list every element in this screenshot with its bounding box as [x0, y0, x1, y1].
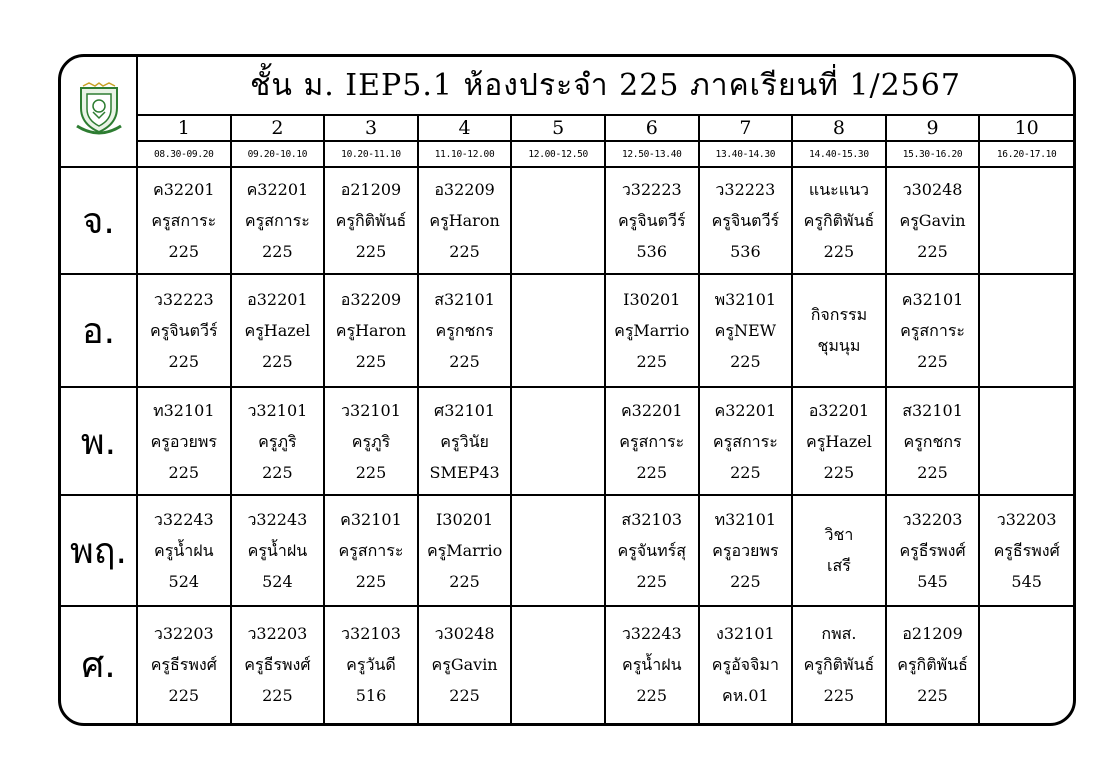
slot-room: 225	[449, 686, 480, 706]
slot-code: ค32101	[901, 289, 964, 309]
slot-room: 225	[168, 686, 200, 706]
slot-code: ว32203	[902, 509, 963, 529]
class-slot	[418, 274, 512, 387]
slot-room: 225	[730, 462, 761, 482]
timetable-sheet	[58, 54, 1076, 726]
slot-room: 225	[355, 241, 387, 261]
class-slot	[324, 274, 418, 387]
slot-teacher: ครูHaron	[429, 210, 500, 230]
slot-teacher: ครูธีรพงศ์	[150, 655, 217, 675]
period-number: 1	[137, 115, 231, 141]
class-slot	[231, 274, 325, 387]
day-label: พฤ.	[61, 495, 137, 605]
day-row	[61, 274, 1073, 387]
slot-room: 225	[636, 462, 668, 482]
period-time: 15.30-16.20	[886, 141, 980, 167]
class-slot	[605, 495, 699, 605]
class-slot	[418, 167, 512, 273]
day-row	[61, 387, 1073, 495]
class-slot	[324, 495, 418, 605]
slot-room: 225	[262, 686, 293, 706]
class-slot	[886, 387, 980, 495]
class-slot	[699, 495, 793, 605]
class-slot	[979, 606, 1073, 723]
period-number: 9	[886, 115, 980, 141]
slot-code: อ32209	[434, 179, 495, 199]
slot-teacher: เสรี	[827, 556, 851, 576]
slot-room: 225	[449, 351, 480, 371]
slot-teacher: ครูสการะ	[619, 431, 685, 451]
slot-teacher: ครูNEW	[714, 320, 777, 340]
slot-room: 545	[1011, 571, 1042, 591]
class-slot	[511, 606, 605, 723]
slot-teacher: ครูอวยพร	[712, 540, 779, 560]
slot-teacher: ครูจินตวีร์	[150, 320, 218, 340]
period-time: 12.50-13.40	[605, 141, 699, 167]
slot-code: กิจกรรม	[810, 305, 868, 325]
slot-code: I30201	[435, 509, 494, 529]
slot-room: 524	[262, 571, 293, 591]
class-slot	[231, 495, 325, 605]
class-slot	[137, 167, 231, 273]
period-time: 08.30-09.20	[137, 141, 231, 167]
slot-teacher: ครูสการะ	[900, 320, 965, 340]
slot-teacher: ครูกชกร	[903, 431, 962, 451]
class-slot	[137, 495, 231, 605]
slot-room: 225	[823, 462, 855, 482]
period-time: 14.40-15.30	[792, 141, 886, 167]
slot-teacher: ครูอัจจิมา	[711, 655, 779, 675]
class-slot	[324, 387, 418, 495]
slot-room: 225	[917, 241, 948, 261]
slot-code: ว30248	[902, 179, 963, 199]
class-slot	[418, 606, 512, 723]
slot-room: 225	[262, 241, 293, 261]
slot-room: 545	[917, 571, 948, 591]
day-label: จ.	[61, 167, 137, 273]
slot-code: ว32203	[153, 624, 214, 644]
slot-code: ท32101	[714, 509, 777, 529]
class-slot	[699, 274, 793, 387]
slot-code: พ32101	[714, 289, 777, 309]
class-slot	[324, 606, 418, 723]
slot-teacher: ครูธีรพงศ์	[899, 540, 966, 560]
class-slot	[511, 495, 605, 605]
slot-code: I30201	[623, 289, 681, 309]
class-slot	[699, 387, 793, 495]
slot-room: 225	[168, 241, 200, 261]
class-slot	[231, 606, 325, 723]
slot-room: 225	[730, 571, 761, 591]
slot-room: 536	[636, 241, 668, 261]
slot-code: ศ32101	[434, 400, 496, 420]
slot-teacher: ครูน้ำฝน	[622, 655, 682, 675]
period-time: 09.20-10.10	[231, 141, 325, 167]
timetable	[61, 57, 1073, 723]
slot-room: 225	[917, 351, 948, 371]
slot-code: อ32209	[340, 289, 402, 309]
slot-code: อ21209	[340, 179, 402, 199]
slot-teacher: ครูสการะ	[244, 210, 310, 230]
slot-room: 225	[262, 462, 293, 482]
period-time: 12.00-12.50	[511, 141, 605, 167]
slot-room: 225	[730, 351, 761, 371]
slot-teacher: ครูน้ำฝน	[247, 540, 308, 560]
slot-room: 225	[168, 462, 200, 482]
period-number: 5	[511, 115, 605, 141]
slot-room: 225	[355, 351, 387, 371]
slot-teacher: ครูวันดี	[346, 655, 396, 675]
class-slot	[699, 606, 793, 723]
class-slot	[418, 387, 512, 495]
period-number: 7	[699, 115, 793, 141]
period-number: 3	[324, 115, 418, 141]
slot-teacher: ครูสการะ	[712, 431, 778, 451]
slot-teacher: ครูGavin	[431, 655, 498, 675]
slot-code: ว32223	[153, 289, 214, 309]
slot-room: คห.01	[722, 686, 769, 706]
slot-room: 225	[636, 571, 668, 591]
slot-teacher: ชุมนุม	[817, 336, 861, 356]
period-number: 10	[979, 115, 1073, 141]
slot-room: 225	[355, 462, 387, 482]
slot-room: 225	[168, 351, 200, 371]
class-slot	[886, 274, 980, 387]
slot-teacher: ครูจินตวีร์	[617, 210, 686, 230]
slot-code: ว30248	[434, 624, 495, 644]
class-slot	[418, 495, 512, 605]
slot-teacher: ครูHazel	[244, 320, 311, 340]
slot-teacher: ครูอวยพร	[150, 431, 217, 451]
class-slot	[979, 274, 1073, 387]
day-label: ศ.	[61, 606, 137, 723]
class-slot	[886, 495, 980, 605]
class-slot	[979, 495, 1073, 605]
slot-code: ส32103	[621, 509, 683, 529]
slot-code: อ32201	[247, 289, 308, 309]
slot-code: ว32243	[621, 624, 682, 644]
period-time: 10.20-11.10	[324, 141, 418, 167]
period-time: 13.40-14.30	[699, 141, 793, 167]
slot-code: ว32243	[153, 509, 214, 529]
slot-room: 225	[449, 241, 480, 261]
day-label: อ.	[61, 274, 137, 387]
slot-code: ว32101	[341, 400, 401, 420]
period-number: 6	[605, 115, 699, 141]
slot-code: ว32223	[715, 179, 776, 199]
slot-code: อ21209	[902, 624, 963, 644]
period-number: 4	[418, 115, 512, 141]
class-slot	[511, 274, 605, 387]
class-slot	[792, 387, 886, 495]
slot-teacher: ครูธีรพงศ์	[993, 540, 1060, 560]
slot-code: วิชา	[824, 525, 854, 545]
slot-teacher: ครูกิติพันธ์	[335, 210, 407, 230]
slot-code: ค32201	[620, 400, 683, 420]
class-slot	[792, 606, 886, 723]
slot-teacher: ครูธีรพงศ์	[244, 655, 311, 675]
slot-code: ง32101	[716, 624, 775, 644]
class-slot	[886, 167, 980, 273]
slot-teacher: ครูMarrio	[614, 320, 690, 340]
class-slot	[605, 387, 699, 495]
slot-code: ว32223	[621, 179, 682, 199]
slot-teacher: ครูภูริ	[351, 431, 391, 451]
class-slot	[886, 606, 980, 723]
slot-code: ค32201	[714, 400, 777, 420]
slot-code: อ32201	[808, 400, 870, 420]
slot-room: 524	[168, 571, 200, 591]
slot-teacher: ครูสการะ	[338, 540, 404, 560]
class-slot	[792, 495, 886, 605]
slot-code: ค32101	[340, 509, 402, 529]
slot-teacher: ครูสการะ	[151, 210, 217, 230]
slot-code: ว32203	[996, 509, 1057, 529]
slot-code: ว32243	[247, 509, 308, 529]
class-slot	[792, 274, 886, 387]
slot-teacher: ครูกชกร	[435, 320, 494, 340]
slot-code: ว32103	[341, 624, 401, 644]
period-number: 2	[231, 115, 325, 141]
class-slot	[137, 387, 231, 495]
period-time: 11.10-12.00	[418, 141, 512, 167]
slot-room: 225	[917, 462, 948, 482]
class-slot	[231, 167, 325, 273]
slot-room: 225	[636, 686, 668, 706]
slot-code: ค32201	[246, 179, 309, 199]
class-slot	[979, 167, 1073, 273]
slot-room: 225	[449, 571, 480, 591]
day-row	[61, 495, 1073, 605]
class-slot	[231, 387, 325, 495]
class-slot	[699, 167, 793, 273]
school-crest-icon	[73, 82, 125, 138]
class-slot	[324, 167, 418, 273]
slot-teacher: ครูจันทร์สุ	[617, 540, 687, 560]
period-number: 8	[792, 115, 886, 141]
slot-room: 225	[355, 571, 387, 591]
class-slot	[137, 274, 231, 387]
class-slot	[511, 387, 605, 495]
slot-room: 516	[355, 686, 387, 706]
slot-code: ส32101	[902, 400, 963, 420]
slot-teacher: ครูกิติพันธ์	[803, 655, 875, 675]
slot-teacher: ครูกิติพันธ์	[897, 655, 968, 675]
slot-code: แนะแนว	[808, 179, 869, 199]
slot-room: 225	[823, 241, 855, 261]
slot-teacher: ครูวินัย	[440, 431, 489, 451]
slot-teacher: ครูHazel	[806, 431, 872, 451]
slot-room: 536	[730, 241, 761, 261]
page-title: ชั้น ม. IEP5.1 ห้องประจำ 225 ภาคเรียนที่ 1/2567	[137, 57, 1073, 115]
slot-code: กพส.	[821, 624, 857, 644]
slot-code: ว32203	[247, 624, 308, 644]
slot-teacher: ครูจินตวีร์	[711, 210, 780, 230]
slot-teacher: ครูน้ำฝน	[154, 540, 214, 560]
class-slot	[511, 167, 605, 273]
slot-code: ค32201	[152, 179, 215, 199]
class-slot	[979, 387, 1073, 495]
class-slot	[792, 167, 886, 273]
day-row	[61, 167, 1073, 273]
slot-room: SMEP43	[429, 462, 500, 482]
day-label: พ.	[61, 387, 137, 495]
slot-code: ว32101	[247, 400, 308, 420]
slot-teacher: ครูMarrio	[426, 540, 503, 560]
slot-teacher: ครูGavin	[899, 210, 966, 230]
slot-teacher: ครูภูริ	[258, 431, 297, 451]
logo-cell	[61, 57, 137, 167]
slot-room: 225	[262, 351, 293, 371]
slot-teacher: ครูHaron	[335, 320, 407, 340]
class-slot	[605, 606, 699, 723]
class-slot	[605, 274, 699, 387]
slot-room: 225	[636, 351, 668, 371]
class-slot	[137, 606, 231, 723]
slot-room: 225	[823, 686, 855, 706]
slot-code: ส32101	[434, 289, 495, 309]
slot-teacher: ครูกิติพันธ์	[803, 210, 875, 230]
slot-room: 225	[917, 686, 948, 706]
day-row	[61, 606, 1073, 723]
slot-code: ท32101	[153, 400, 215, 420]
period-time: 16.20-17.10	[979, 141, 1073, 167]
class-slot	[605, 167, 699, 273]
